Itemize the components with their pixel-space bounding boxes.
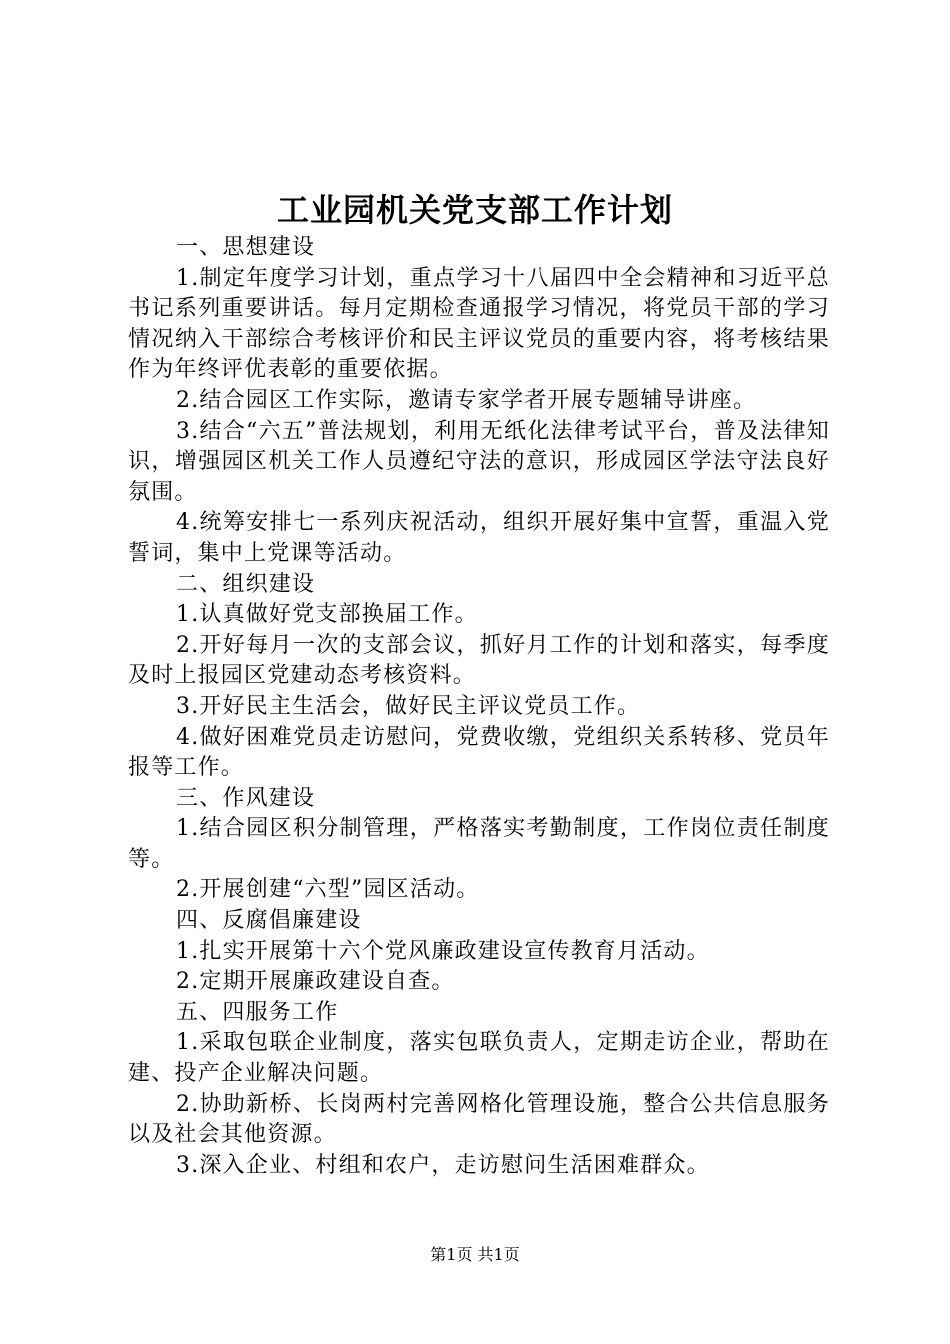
section-heading-1: 一、思想建设 bbox=[176, 235, 316, 260]
section-heading-5: 五、四服务工作 bbox=[176, 999, 339, 1025]
paragraph: 2.结合园区工作实际，邀请专家学者开展专题辅导讲座。 bbox=[176, 387, 757, 413]
paragraph: 4.统筹安排七一系列庆祝活动，组织开展好集中宣誓，重温入党誓词，集中上党课等活动。 bbox=[128, 510, 830, 566]
section-heading-4: 四、反腐倡廉建设 bbox=[176, 908, 362, 934]
paragraph: 3.深入企业、村组和农户，走访慰问生活困难群众。 bbox=[176, 1152, 710, 1178]
paragraph: 3.开好民主生活会，做好民主评议党员工作。 bbox=[176, 693, 641, 719]
paragraph: 3.结合“六五”普法规划，利用无纸化法律考试平台，普及法律知识，增强园区机关工作人员遵纪守法的意识，形成园区学法守法良好氛围。 bbox=[128, 418, 830, 505]
paragraph: 2.开好每月一次的支部会议，抓好月工作的计划和落实，每季度及时上报园区党建动态考核资料。 bbox=[128, 632, 830, 689]
document-body bbox=[128, 233, 830, 1181]
paragraph: 4.做好困难党员走访慰问，党费收缴，党组织关系转移、党员年报等工作。 bbox=[128, 724, 830, 781]
section-heading-2: 二、组织建设 bbox=[176, 571, 316, 597]
paragraph: 2.协助新桥、长岗两村完善网格化管理设施，整合公共信息服务以及社会其他资源。 bbox=[128, 1091, 830, 1148]
paragraph: 1.结合园区积分制管理，严格落实考勤制度，工作岗位责任制度等。 bbox=[128, 816, 830, 872]
paragraph: 1.扎实开展第十六个党风廉政建设宣传教育月活动。 bbox=[176, 938, 710, 964]
paragraph: 1.制定年度学习计划，重点学习十八届四中全会精神和习近平总书记系列重要讲话。每月定期检查通报学习情况，将党员干部的学习情况纳入干部综合考核评价和民主评议党员的重要内容，将考核结果作为年终评优表彰的重要依据。 bbox=[128, 265, 830, 383]
section-heading-3: 三、作风建设 bbox=[176, 785, 316, 811]
paragraph: 2.开展创建“六型”园区活动。 bbox=[176, 877, 480, 903]
paragraph: 1.采取包联企业制度，落实包联负责人，定期走访企业，帮助在建、投产企业解决问题。 bbox=[128, 1030, 830, 1087]
document-title: 工业园机关党支部工作计划 bbox=[276, 191, 673, 229]
page-indicator: 第1页 共1页 bbox=[430, 1245, 520, 1264]
paragraph: 1.认真做好党支部换届工作。 bbox=[176, 602, 478, 628]
paragraph: 2.定期开展廉政建设自查。 bbox=[176, 969, 455, 995]
